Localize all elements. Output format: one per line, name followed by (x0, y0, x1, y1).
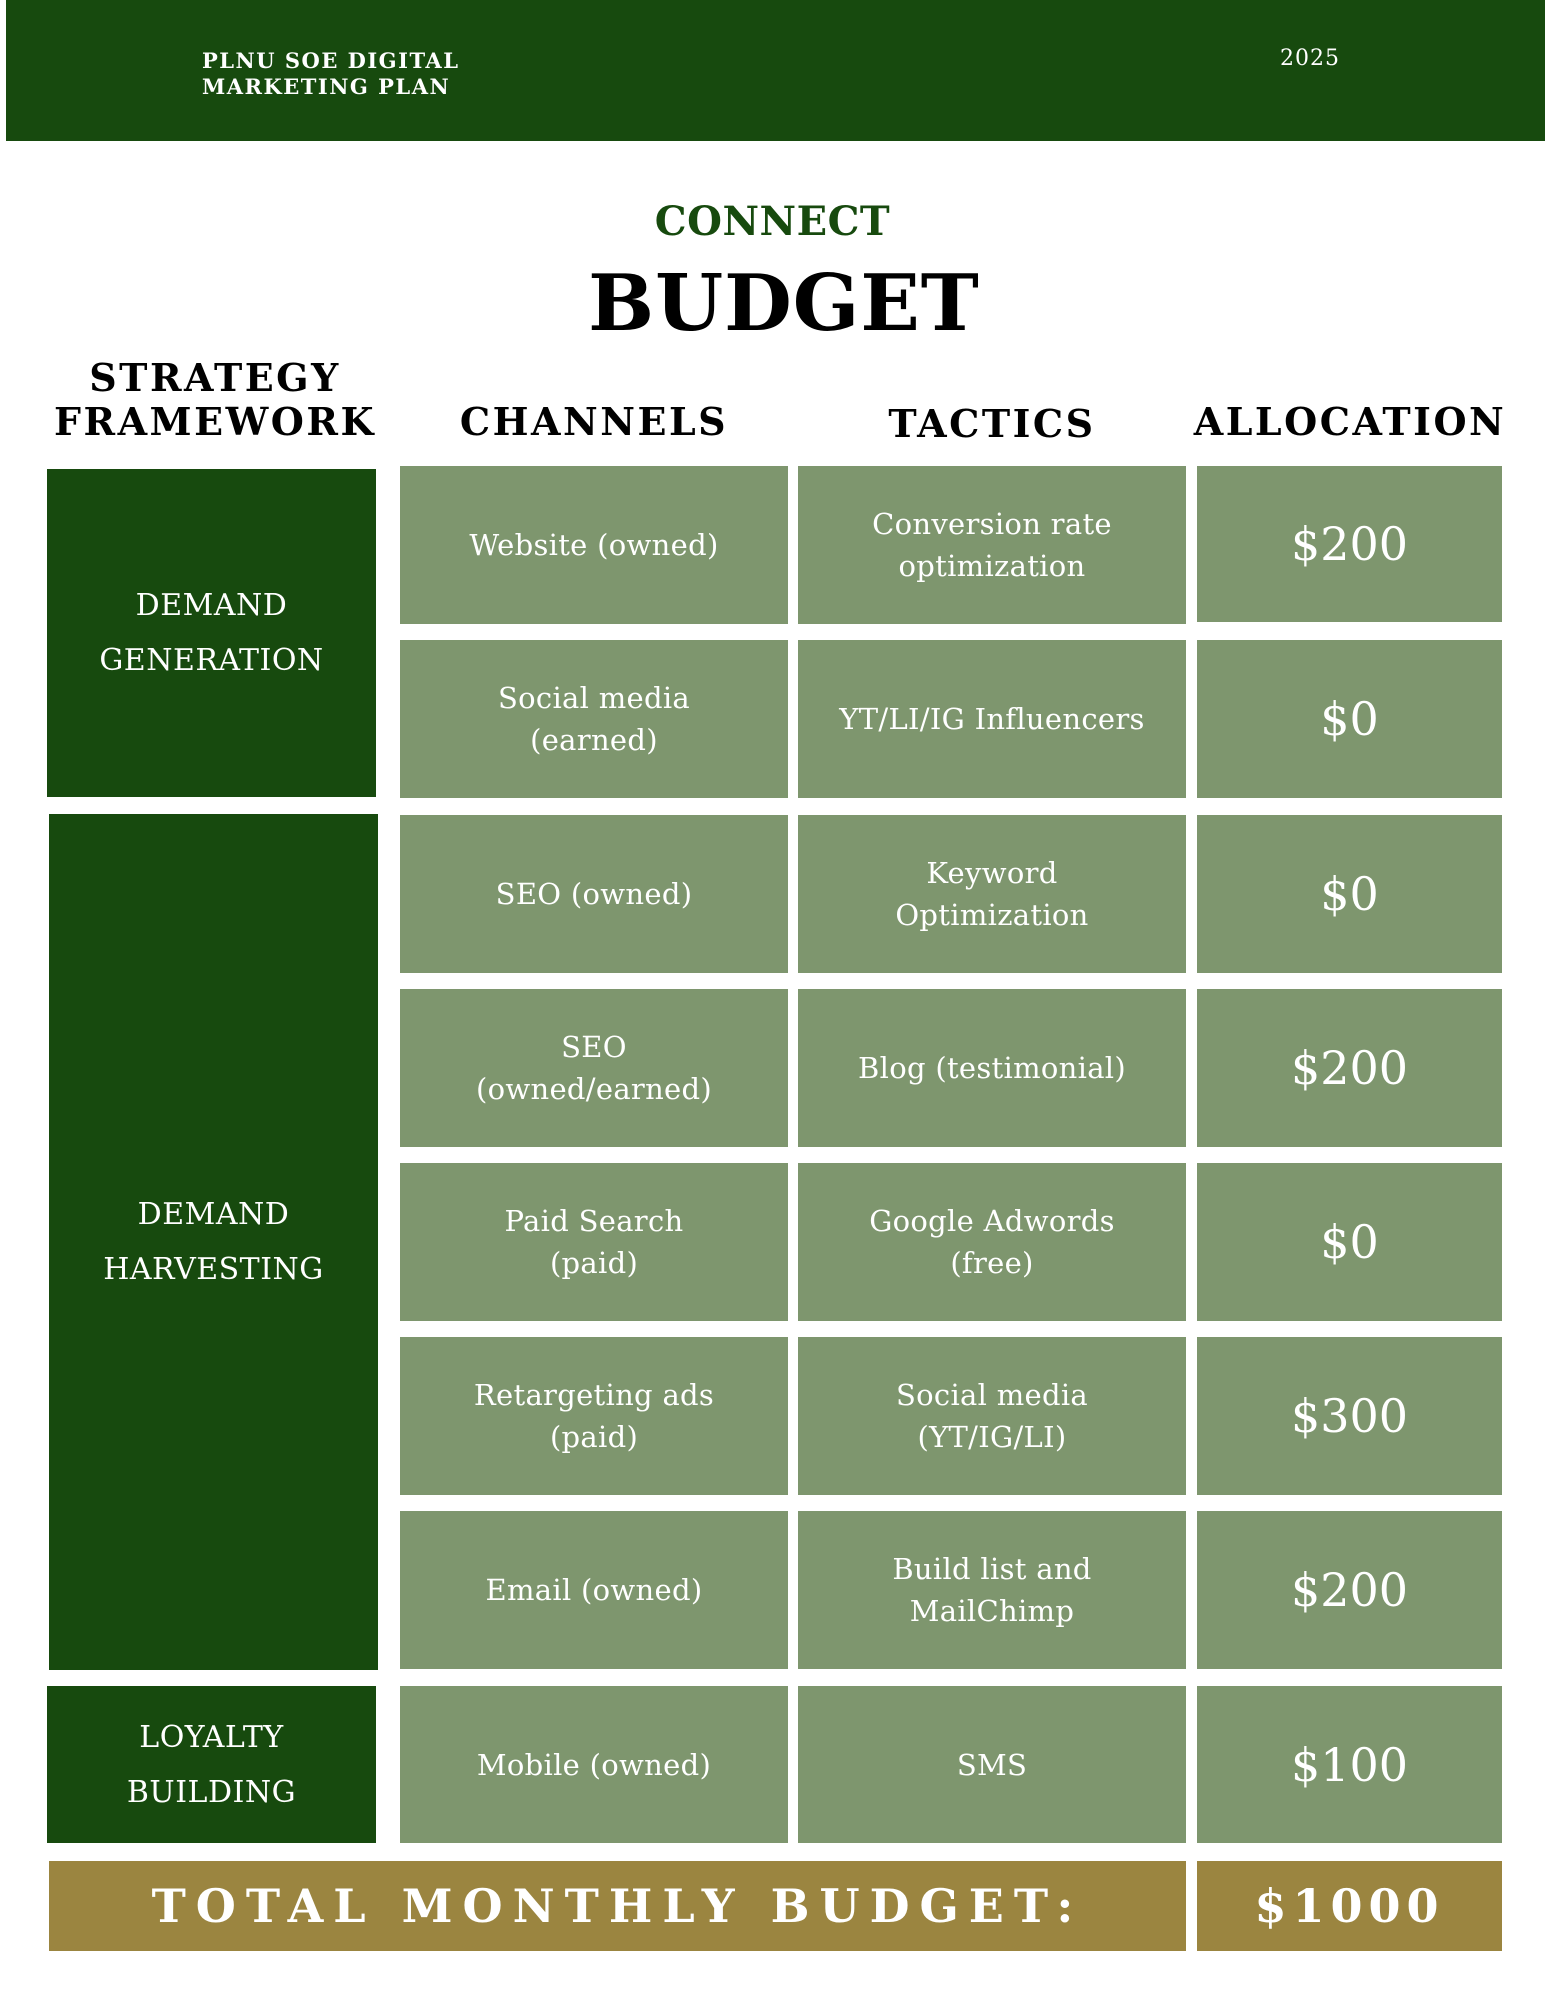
strategy-loyalty-building: LOYALTY BUILDING (47, 1686, 376, 1843)
allocation-cell: $300 (1197, 1337, 1502, 1495)
column-header-channels: CHANNELS (459, 399, 729, 444)
section-subtitle: CONNECT (654, 198, 891, 245)
channel-cell: SEO (owned) (400, 815, 788, 973)
total-amount: $1000 (1254, 1879, 1445, 1933)
channel-cell: Email (owned) (400, 1511, 788, 1669)
column-header-allocation: ALLOCATION (1193, 399, 1507, 444)
channel-cell: SEO (owned/earned) (400, 989, 788, 1147)
tactic-cell: Keyword Optimization (798, 815, 1186, 973)
total-label-bar (49, 1861, 1186, 1951)
strategy-demand-generation: DEMAND GENERATION (47, 469, 376, 797)
tactic-cell: Social media (YT/IG/LI) (798, 1337, 1186, 1495)
page-title: BUDGET (588, 258, 980, 349)
tactic-cell: Blog (testimonial) (798, 989, 1186, 1147)
tactic-cell: Google Adwords (free) (798, 1163, 1186, 1321)
column-header-tactics: TACTICS (888, 401, 1096, 446)
document-title: PLNU SOE DIGITAL MARKETING PLAN (202, 48, 460, 99)
allocation-cell: $100 (1197, 1686, 1502, 1843)
channel-cell: Social media (earned) (400, 640, 788, 798)
total-label: TOTAL MONTHLY BUDGET: (151, 1879, 1084, 1933)
channel-cell: Website (owned) (400, 466, 788, 624)
strategy-demand-harvesting: DEMAND HARVESTING (49, 814, 378, 1670)
tactic-cell: SMS (798, 1686, 1186, 1843)
tactic-cell: YT/LI/IG Influencers (798, 640, 1186, 798)
tactic-cell: Build list and MailChimp (798, 1511, 1186, 1669)
document-year: 2025 (1280, 46, 1340, 71)
channel-cell: Paid Search (paid) (400, 1163, 788, 1321)
channel-cell: Mobile (owned) (400, 1686, 788, 1843)
allocation-cell: $200 (1197, 466, 1502, 622)
column-header-strategy: STRATEGY FRAMEWORK (54, 355, 376, 444)
allocation-cell: $0 (1197, 815, 1502, 973)
total-amount-bar (1197, 1861, 1502, 1951)
allocation-cell: $0 (1197, 1163, 1502, 1321)
allocation-cell: $200 (1197, 989, 1502, 1147)
channel-cell: Retargeting ads (paid) (400, 1337, 788, 1495)
allocation-cell: $200 (1197, 1511, 1502, 1669)
allocation-cell: $0 (1197, 640, 1502, 798)
tactic-cell: Conversion rate optimization (798, 466, 1186, 624)
